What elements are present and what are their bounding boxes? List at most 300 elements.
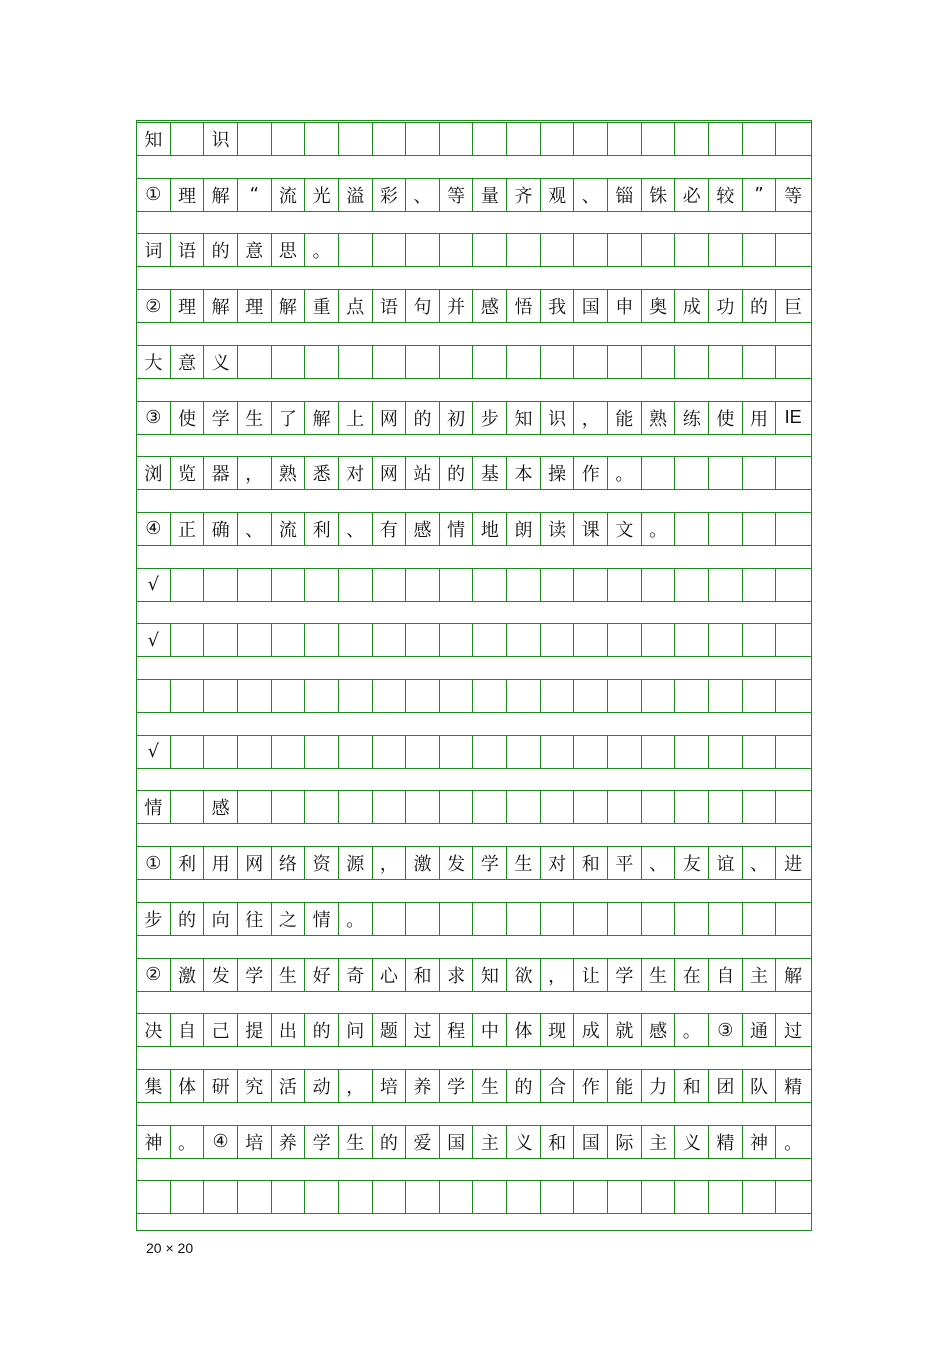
grid-cell: [373, 736, 407, 768]
grid-cell: 生: [238, 402, 272, 434]
grid-cell: [776, 513, 810, 545]
grid-cell: 际: [608, 1126, 642, 1158]
grid-cell: 的: [204, 234, 238, 266]
grid-cell: 基: [474, 457, 508, 489]
grid-cell: [238, 1181, 272, 1213]
grid-cell: 熟: [272, 457, 306, 489]
grid-cell: [204, 569, 238, 601]
grid-cell: 等: [784, 185, 803, 207]
grid-cell: 集: [137, 1070, 171, 1102]
grid-cell: 爱: [406, 1126, 440, 1158]
grid-cell: [440, 791, 474, 823]
grid-cell: [709, 791, 743, 823]
grid-cell: [171, 680, 205, 712]
grid-cell: [406, 569, 440, 601]
grid-cell: 操: [541, 457, 575, 489]
grid-cell: 养: [406, 1070, 440, 1102]
grid-row: [137, 122, 811, 156]
grid-cell: 的: [171, 903, 205, 935]
grid-cell: 悉: [305, 457, 339, 489]
grid-cell: [339, 123, 373, 155]
grid-cell: [373, 680, 407, 712]
grid-cell: [675, 513, 709, 545]
grid-cell: [507, 903, 541, 935]
grid-cell: 较: [709, 179, 743, 211]
grid-cell: 研: [204, 1070, 238, 1102]
grid-cell: [675, 1181, 709, 1213]
grid-cell: 和: [406, 959, 440, 991]
grid-cell: [776, 569, 810, 601]
grid-cell: ①: [137, 847, 171, 879]
grid-cell: [608, 123, 642, 155]
grid-cell: [608, 234, 642, 266]
grid-cell: [541, 624, 575, 656]
grid-cell: [776, 1181, 810, 1213]
grid-cell: [238, 791, 272, 823]
grid-cell: [642, 736, 676, 768]
grid-cell: 究: [238, 1070, 272, 1102]
grid-cell: 友: [675, 847, 709, 879]
grid-cell: 激: [171, 959, 205, 991]
grid-cell: 的: [440, 457, 474, 489]
grid-cell: [474, 346, 508, 378]
grid-cell: 量: [474, 179, 508, 211]
grid-cell: 解: [204, 290, 238, 322]
grid-cell: [474, 680, 508, 712]
grid-cell: 点: [339, 290, 373, 322]
grid-cell: [474, 791, 508, 823]
grid-cell: 情: [305, 903, 339, 935]
grid-cell: [709, 346, 743, 378]
grid-cell: [272, 680, 306, 712]
grid-cell: 解: [784, 965, 803, 987]
grid-cell: [339, 791, 373, 823]
grid-cell: 力: [642, 1070, 676, 1102]
grid-cell: [373, 903, 407, 935]
grid-cell: [373, 624, 407, 656]
grid-cell: 知: [474, 959, 508, 991]
grid-cell: 。: [784, 1132, 803, 1154]
grid-cell: [743, 624, 777, 656]
grid-cell: [776, 234, 810, 266]
grid-cell: 国: [574, 1126, 608, 1158]
grid-cell: 自: [709, 959, 743, 991]
grid-cell: [574, 1181, 608, 1213]
grid-cell: 流: [272, 179, 306, 211]
grid-cell: [305, 624, 339, 656]
grid-row: [137, 178, 811, 212]
grid-cell: [743, 346, 777, 378]
grid-cell: [171, 123, 205, 155]
grid-row: [137, 679, 811, 713]
grid-cell: [137, 680, 171, 712]
grid-cell: 学: [305, 1126, 339, 1158]
grid-cell: 站: [406, 457, 440, 489]
grid-cell: 欲: [507, 959, 541, 991]
grid-cell: [743, 569, 777, 601]
grid-cell: [541, 569, 575, 601]
grid-cell: 和: [574, 847, 608, 879]
grid-cell: [507, 624, 541, 656]
grid-cell: [776, 123, 810, 155]
grid-cell: ②: [137, 290, 171, 322]
grid-cell: [272, 1181, 306, 1213]
grid-cell: [406, 346, 440, 378]
grid-cell: [709, 123, 743, 155]
grid-cell: 过: [406, 1014, 440, 1046]
grid-cell: [406, 1181, 440, 1213]
grid-cell: [675, 457, 709, 489]
grid-cell: [305, 123, 339, 155]
grid-cell: [608, 346, 642, 378]
grid-cell: 、: [743, 847, 777, 879]
grid-cell: [339, 569, 373, 601]
grid-cell: ③: [137, 402, 171, 434]
grid-cell: [305, 736, 339, 768]
grid-cell: 、: [406, 179, 440, 211]
grid-cell: 思: [272, 234, 306, 266]
grid-cell: [507, 346, 541, 378]
grid-cell: 课: [574, 513, 608, 545]
grid-cell: 使: [171, 402, 205, 434]
grid-cell: [541, 1181, 575, 1213]
grid-cell: 培: [373, 1070, 407, 1102]
grid-cell: [743, 123, 777, 155]
grid-cell: [507, 123, 541, 155]
grid-cell: [675, 903, 709, 935]
grid-cell: [339, 680, 373, 712]
grid-cell: 览: [171, 457, 205, 489]
grid-cell: 精: [784, 1076, 803, 1098]
grid-cell: 确: [204, 513, 238, 545]
grid-cell: 溢: [339, 179, 373, 211]
grid-cell: 源: [339, 847, 373, 879]
grid-cell: 团: [709, 1070, 743, 1102]
grid-cell: [776, 791, 810, 823]
grid-cell: 器: [204, 457, 238, 489]
grid-cell: 浏: [137, 457, 171, 489]
grid-cell: 感: [204, 791, 238, 823]
grid-cell: [608, 1181, 642, 1213]
grid-cell: 词: [137, 234, 171, 266]
grid-cell: 培: [238, 1126, 272, 1158]
grid-cell: √: [137, 624, 171, 656]
grid-row: [137, 1180, 811, 1214]
grid-cell: [709, 624, 743, 656]
grid-cell: [305, 1181, 339, 1213]
grid-cell: [305, 346, 339, 378]
grid-cell: ①: [137, 179, 171, 211]
grid-cell: [474, 569, 508, 601]
grid-row: [137, 1069, 811, 1103]
grid-cell: 精: [709, 1126, 743, 1158]
grid-cell: [541, 736, 575, 768]
grid-cell: 等: [440, 179, 474, 211]
grid-cell: 、: [574, 179, 608, 211]
grid-cell: ，: [574, 402, 608, 434]
grid-cell: 初: [440, 402, 474, 434]
grid-cell: [373, 123, 407, 155]
grid-cell: 网: [373, 457, 407, 489]
grid-cell: [642, 123, 676, 155]
grid-cell: 悟: [507, 290, 541, 322]
grid-cell: 语: [373, 290, 407, 322]
grid-cell: [574, 624, 608, 656]
grid-cell: 理: [238, 290, 272, 322]
grid-row: [137, 958, 811, 992]
grid-cell: [238, 736, 272, 768]
grid-cell: 语: [171, 234, 205, 266]
grid-cell: 发: [204, 959, 238, 991]
grid-cell: [675, 346, 709, 378]
grid-cell: 感: [642, 1014, 676, 1046]
grid-row: [137, 623, 811, 657]
grid-cell: 学: [474, 847, 508, 879]
grid-cell: [474, 234, 508, 266]
grid-cell: [440, 736, 474, 768]
grid-cell: 和: [541, 1126, 575, 1158]
grid-cell: 熟: [642, 402, 676, 434]
grid-cell: 句: [406, 290, 440, 322]
grid-cell: [272, 791, 306, 823]
grid-cell: [507, 791, 541, 823]
grid-row: [137, 345, 811, 379]
grid-cell: [406, 736, 440, 768]
grid-cell: 让: [574, 959, 608, 991]
grid-cell: [507, 736, 541, 768]
grid-cell: ”: [743, 179, 777, 211]
grid-cell: 利: [171, 847, 205, 879]
grid-cell: 必: [675, 179, 709, 211]
grid-cell: [675, 569, 709, 601]
grid-cell: 。: [339, 903, 373, 935]
grid-row: [137, 401, 811, 435]
grid-cell: [238, 624, 272, 656]
grid-cell: [675, 123, 709, 155]
grid-cell: 激: [406, 847, 440, 879]
grid-cell: 学: [204, 402, 238, 434]
grid-cell: [574, 234, 608, 266]
grid-cell: 动: [305, 1070, 339, 1102]
grid-cell: √: [137, 736, 171, 768]
grid-cell: [406, 680, 440, 712]
grid-cell: [743, 791, 777, 823]
grid-cell: [541, 903, 575, 935]
grid-cell: [541, 234, 575, 266]
grid-cell: [373, 234, 407, 266]
grid-cell: 的: [507, 1070, 541, 1102]
grid-cell: 理: [171, 179, 205, 211]
grid-cell: 程: [440, 1014, 474, 1046]
grid-cell: 识: [541, 402, 575, 434]
grid-cell: [642, 234, 676, 266]
grid-cell: 并: [440, 290, 474, 322]
grid-cell: 心: [373, 959, 407, 991]
grid-cell: 生: [642, 959, 676, 991]
grid-cell: [608, 680, 642, 712]
grid-cell: [574, 123, 608, 155]
grid-cell: [339, 234, 373, 266]
grid-cell: [238, 346, 272, 378]
grid-cell: [373, 569, 407, 601]
grid-cell: 。: [305, 234, 339, 266]
grid-cell: 的: [743, 290, 777, 322]
grid-cell: 求: [440, 959, 474, 991]
grid-row: [137, 1013, 811, 1047]
grid-cell: 活: [272, 1070, 306, 1102]
grid-cell: [675, 736, 709, 768]
grid-cell: [440, 569, 474, 601]
grid-cell: 合: [541, 1070, 575, 1102]
grid-cell: [608, 569, 642, 601]
grid-cell: 我: [541, 290, 575, 322]
grid-cell: 大: [137, 346, 171, 378]
grid-cell: 能: [608, 1070, 642, 1102]
grid-cell: [642, 1181, 676, 1213]
grid-cell: [272, 123, 306, 155]
grid-cell: 谊: [709, 847, 743, 879]
grid-cell: [574, 736, 608, 768]
grid-row: [137, 902, 811, 936]
grid-cell: 通: [743, 1014, 777, 1046]
grid-cell: 义: [204, 346, 238, 378]
grid-cell: 队: [743, 1070, 777, 1102]
grid-cell: 感: [406, 513, 440, 545]
grid-cell: 问: [339, 1014, 373, 1046]
grid-row: [137, 568, 811, 602]
grid-cell: 使: [709, 402, 743, 434]
grid-cell: 学: [440, 1070, 474, 1102]
grid-cell: [574, 680, 608, 712]
grid-cell: 用: [204, 847, 238, 879]
grid-cell: [474, 123, 508, 155]
grid-cell: [137, 1181, 171, 1213]
grid-cell: [776, 457, 810, 489]
grid-cell: [608, 903, 642, 935]
grid-cell: [608, 624, 642, 656]
grid-cell: [373, 346, 407, 378]
grid-row: [137, 289, 811, 323]
grid-cell: [272, 569, 306, 601]
grid-cell: [541, 791, 575, 823]
grid-cell: [709, 1181, 743, 1213]
grid-cell: 本: [507, 457, 541, 489]
grid-cell: [440, 903, 474, 935]
grid-cell: 国: [440, 1126, 474, 1158]
grid-cell: [339, 624, 373, 656]
grid-cell: [272, 346, 306, 378]
grid-cell: √: [137, 569, 171, 601]
grid-cell: [608, 791, 642, 823]
grid-cell: 重: [305, 290, 339, 322]
grid-cell: 地: [474, 513, 508, 545]
grid-cell: ，: [373, 847, 407, 879]
grid-cell: 作: [574, 457, 608, 489]
grid-cell: [776, 903, 810, 935]
grid-cell: 平: [608, 847, 642, 879]
grid-cell: 意: [171, 346, 205, 378]
grid-cell: 。: [608, 457, 642, 489]
grid-cell: 对: [339, 457, 373, 489]
grid-cell: [743, 457, 777, 489]
grid-cell: [204, 736, 238, 768]
grid-cell: [305, 569, 339, 601]
grid-cell: 知: [137, 123, 171, 155]
grid-cell: ④: [137, 513, 171, 545]
grid-cell: 的: [406, 402, 440, 434]
grid-cell: 流: [272, 513, 306, 545]
grid-cell: 感: [474, 290, 508, 322]
grid-cell: 解: [272, 290, 306, 322]
grid-cell: 有: [373, 513, 407, 545]
grid-row: [137, 735, 811, 769]
grid-cell: [406, 791, 440, 823]
grid-cell: 成: [574, 1014, 608, 1046]
grid-cell: [171, 624, 205, 656]
grid-cell: 彩: [373, 179, 407, 211]
grid-cell: [675, 624, 709, 656]
grid-cell: 情: [440, 513, 474, 545]
grid-cell: ②: [137, 959, 171, 991]
grid-cell: 己: [204, 1014, 238, 1046]
grid-cell: [406, 234, 440, 266]
grid-cell: [440, 123, 474, 155]
grid-cell: 向: [204, 903, 238, 935]
grid-cell: 现: [541, 1014, 575, 1046]
grid-cell: 在: [675, 959, 709, 991]
grid-cell: 往: [238, 903, 272, 935]
grid-cell: [709, 513, 743, 545]
grid-cell: [305, 680, 339, 712]
grid-row: [137, 456, 811, 490]
grid-cell: 作: [574, 1070, 608, 1102]
grid-cell: [743, 903, 777, 935]
grid-cell: [204, 680, 238, 712]
grid-cell: 用: [743, 402, 777, 434]
grid-cell: [406, 123, 440, 155]
grid-cell: [642, 624, 676, 656]
grid-cell: [709, 903, 743, 935]
grid-cell: IE: [784, 407, 802, 427]
grid-cell: 就: [608, 1014, 642, 1046]
grid-cell: [440, 624, 474, 656]
grid-cell: ，: [238, 457, 272, 489]
grid-cell: [675, 680, 709, 712]
grid-cell: 。: [171, 1126, 205, 1158]
grid-cell: [238, 569, 272, 601]
grid-cell: [406, 624, 440, 656]
grid-cell: 和: [675, 1070, 709, 1102]
grid-cell: 自: [171, 1014, 205, 1046]
grid-cell: ④: [204, 1126, 238, 1158]
grid-cell: 出: [272, 1014, 306, 1046]
grid-cell: [440, 234, 474, 266]
grid-cell: 生: [507, 847, 541, 879]
grid-cell: 过: [784, 1021, 803, 1043]
grid-cell: 齐: [507, 179, 541, 211]
grid-cell: [574, 569, 608, 601]
grid-cell: [709, 680, 743, 712]
grid-cell: 生: [272, 959, 306, 991]
grid-cell: 、: [642, 847, 676, 879]
grid-cell: [675, 791, 709, 823]
grid-cell: [642, 457, 676, 489]
grid-cell: [642, 680, 676, 712]
grid-cell: [339, 346, 373, 378]
grid-cell: 功: [709, 290, 743, 322]
grid-cell: 、: [339, 513, 373, 545]
grid-cell: [743, 234, 777, 266]
